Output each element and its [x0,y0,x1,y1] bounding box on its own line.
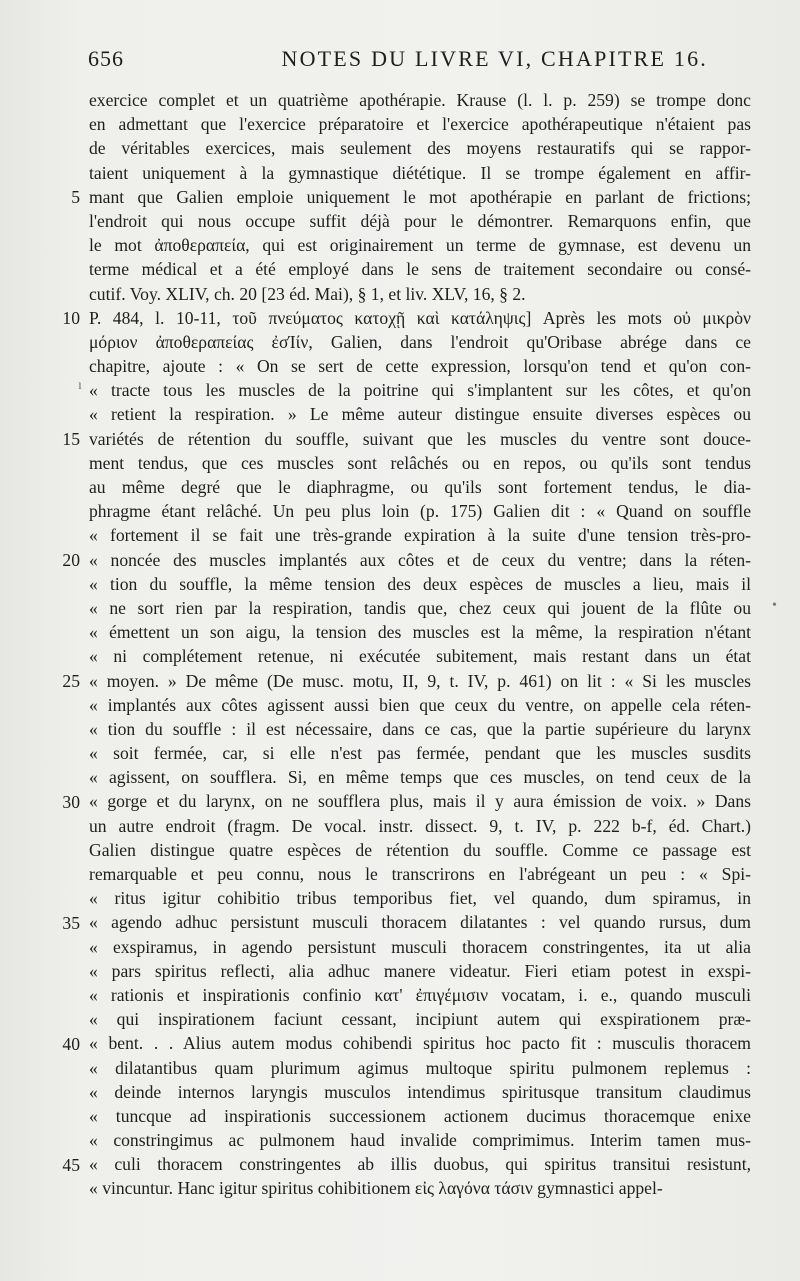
text-line: en admettant que l'exercice préparatoire et l'exercice apothérapeutique n'étaient pas [89,114,751,135]
text-line: taient uniquement à la gymnastique diététique. Il se trompe également en affir- [89,162,751,183]
text-line: « rationis et inspirationis confinio κατ' ἐπιγέμισιν vocatam, i. e., quando musculi [89,984,751,1005]
text-line: « ne sort rien par la respiration, tandis que, chez ceux qui jouent de la flûte ou [89,597,751,618]
text-line: « constringimus ac pulmonem haud invalide comprimimus. Interim tamen mus- [89,1130,751,1151]
line-number: 10 [62,307,80,328]
text-line: « gorge et du larynx, on ne soufflera plus, mais il y aura émission de voix. » Dans [89,791,751,812]
text-line: « retient la respiration. » Le même auteur distingue ensuite diverses espèces ou [89,404,751,425]
text-line: « dilatantibus quam plurimum agimus multoque spiritu pulmonem replemus : [89,1057,751,1078]
text-line: « moyen. » De même (De musc. motu, II, 9, t. IV, p. 461) on lit : « Si les muscles [89,670,751,691]
running-title: NOTES DU LIVRE VI, CHAPITRE 16. [281,46,708,71]
text-line: le mot ἀποθεραπεία, qui est originairement un terme de gymnase, est devenu un [89,235,751,256]
text-line: « soit fermée, car, si elle n'est pas fermée, pendant que les muscles susdits [89,743,751,764]
text-line: « tion du souffle : il est nécessaire, dans ce cas, que la partie supérieure du larynx [89,718,751,739]
line-number: 20 [62,549,80,570]
text-line: « ritus igitur cohibitio tribus temporibus fiet, vel quando, dum spiramus, in [89,888,751,909]
margin-dot-right: • [772,598,777,613]
text-line: P. 484, l. 10-11, τοῦ πνεύματος κατοχῇ καὶ κατάληψις] Après les mots οὐ μικρὸν [89,307,751,328]
text-line: « vincuntur. Hanc igitur spiritus cohibitionem εἰς λαγόνα τάσιν gymnastici appel- [89,1178,663,1199]
text-line: « tracte tous les muscles de la poitrine qui s'implantent sur les côtes, et qu'on [89,380,751,401]
margin-tick-left: ı [78,378,82,393]
text-line: « agendo adhuc persistunt musculi thoracem dilatantes : vel quando rursus, dum [89,912,751,933]
text-line: « exspiramus, in agendo persistunt musculi thoracem constringentes, ita ut alia [89,936,751,957]
text-line: « agissent, on soufflera. Si, en même temps que ces muscles, on tend ceux de la [89,767,751,788]
text-line: « pars spiritus reflecti, alia adhuc manere videatur. Fieri etiam potest in exspi- [89,960,751,981]
text-line: exercice complet et un quatrième apothérapie. Krause (l. l. p. 259) se trompe donc [89,90,751,110]
text-line: de véritables exercices, mais seulement des moyens restauratifs qui se rappor- [89,138,751,159]
text-line: « culi thoracem constringentes ab illis duobus, qui spiritus transitui resistunt, [89,1154,751,1175]
text-line: « bent. . . Alius autem modus cohibendi spiritus hoc pacto fit : musculis thoracem [89,1033,751,1054]
text-line: « implantés aux côtes agissent aussi bien que ceux du ventre, on appelle cela réten- [89,694,751,715]
text-line: l'endroit qui nous occupe suffit déjà pour le démontrer. Remarquons enfin, que [89,210,751,231]
text-line: « émettent un son aigu, la tension des muscles est la même, la respiration n'étant [89,622,751,643]
text-line: remarquable et peu connu, nous le transcrirons en l'abrégeant un peu : « Spi- [89,864,751,884]
text-line: au même degré que le diaphragme, ou qu'ils sont fortement tendus, le dia- [89,477,751,497]
line-number: 35 [62,912,80,933]
text-line: un autre endroit (fragm. De vocal. instr. dissect. 9, t. IV, p. 222 b-f, éd. Chart.) [89,815,751,836]
line-number: 45 [62,1154,80,1175]
page-number: 656 [88,46,124,71]
text-line: « qui inspirationem faciunt cessant, incipiunt autem qui exspirationem præ- [89,1009,751,1030]
running-header [88,46,708,80]
line-number: 30 [62,791,80,812]
text-line: cutif. Voy. XLIV, ch. 20 [23 éd. Mai), § 1, et liv. XLV, 16, § 2. [89,283,526,304]
text-line: variétés de rétention du souffle, suivant que les muscles du ventre sont douce- [89,428,751,449]
text-line: « fortement il se fait une très-grande expiration à la suite d'une tension très-pro- [89,525,751,546]
text-line: ment tendus, que ces muscles sont relâchés ou en repos, ou qu'ils sont tendus [89,452,751,473]
text-line: « ni complétement retenue, ni exécutée subitement, mais restant dans un état [89,646,751,667]
text-line: Galien distingue quatre espèces de rétention du souffle. Comme ce passage est [89,839,751,860]
text-line: μόριον ἀποθεραπείας ἐσΊίν, Galien, dans l'endroit qu'Oribase abrége dans ce [89,331,751,352]
text-line: « tion du souffle, la même tension des deux espèces de muscles a lieu, mais il [89,573,751,594]
line-number: 15 [62,428,80,449]
line-number: 40 [62,1033,80,1054]
text-line: phragme étant relâché. Un peu plus loin (p. 175) Galien dit : « Quand on souffle [89,501,751,522]
text-line: terme médical et a été employé dans le sens de traitement secondaire ou consé- [89,259,751,280]
notes-text-body [89,88,751,1201]
text-line: « deinde internos laryngis musculos intendimus spiritusque transitum claudimus [89,1081,751,1102]
line-number: 25 [62,670,80,691]
text-line: « noncée des muscles implantés aux côtes et de ceux du ventre; dans la réten- [89,549,751,570]
text-line: mant que Galien emploie uniquement le mot apothérapie en parlant de frictions; [89,186,751,207]
text-line: chapitre, ajoute : « On se sert de cette expression, lorsqu'on tend et qu'on con- [89,356,751,377]
line-number: 5 [71,186,80,207]
text-line: « tuncque ad inspirationis successionem actionem ducimus thoracemque enixe [89,1105,751,1126]
